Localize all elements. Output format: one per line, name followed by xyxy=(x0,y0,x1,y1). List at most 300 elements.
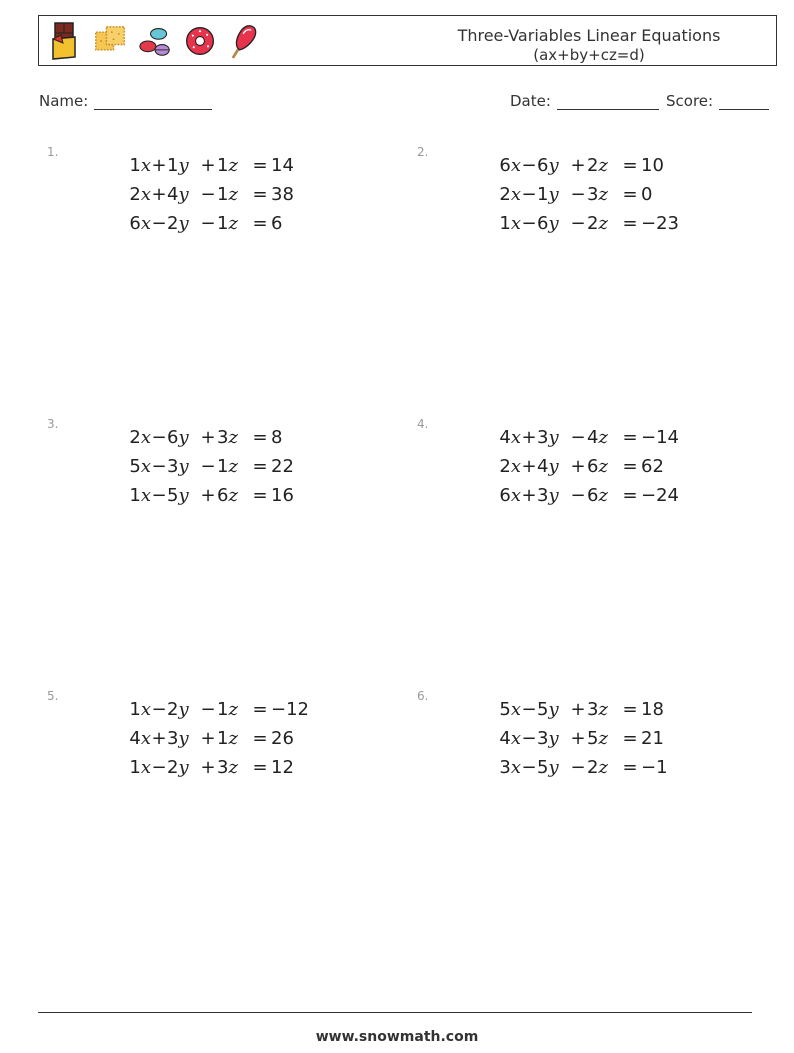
operator xyxy=(569,456,587,477)
variable-y: y xyxy=(178,699,189,720)
constant-value: 26 xyxy=(271,728,294,749)
score-label: Score: xyxy=(666,92,714,110)
operator-value: + xyxy=(521,456,537,477)
coef-z xyxy=(217,485,249,506)
coef-y xyxy=(537,485,569,506)
constant-value: −14 xyxy=(641,427,679,448)
coef-x xyxy=(69,757,151,778)
chocolate-bar-icon xyxy=(49,21,81,61)
coef-x xyxy=(69,213,151,234)
score-blank[interactable] xyxy=(719,93,769,110)
coef-z xyxy=(217,699,249,720)
equation xyxy=(69,151,341,180)
variable-x: x xyxy=(510,757,521,778)
operator xyxy=(199,699,217,720)
variable-x: x xyxy=(140,184,151,205)
variable-y: y xyxy=(178,757,189,778)
variable-z: z xyxy=(228,456,238,477)
coef-z xyxy=(217,728,249,749)
coef-z-value: 3 xyxy=(587,699,599,720)
equals-sign: = xyxy=(622,184,638,205)
constant-value: −12 xyxy=(271,699,309,720)
operator xyxy=(151,699,167,720)
operator-value: + xyxy=(570,155,586,176)
coef-y xyxy=(537,728,569,749)
variable-z: z xyxy=(598,485,608,506)
equation xyxy=(69,753,341,782)
coef-z xyxy=(217,155,249,176)
footer-url: www.snowmath.com xyxy=(315,1029,479,1045)
operator-value: − xyxy=(570,184,586,205)
equals-sign: = xyxy=(622,155,638,176)
constant xyxy=(641,757,711,778)
operator-value: − xyxy=(200,213,216,234)
operator xyxy=(199,213,217,234)
variable-z: z xyxy=(228,184,238,205)
constant xyxy=(271,757,341,778)
constant xyxy=(271,213,341,234)
constant-value: −1 xyxy=(641,757,668,778)
variable-x: x xyxy=(510,213,521,234)
constant-value: 8 xyxy=(271,427,283,448)
equals-sign: = xyxy=(252,213,268,234)
coef-x xyxy=(69,728,151,749)
variable-x: x xyxy=(510,699,521,720)
operator-value: + xyxy=(151,184,167,205)
operator xyxy=(151,427,167,448)
operator-value: + xyxy=(521,427,537,448)
variable-y: y xyxy=(178,213,189,234)
coef-x-value: 5 xyxy=(129,456,141,477)
coef-x xyxy=(69,699,151,720)
variable-x: x xyxy=(140,456,151,477)
constant xyxy=(271,155,341,176)
operator-value: − xyxy=(521,213,537,234)
coef-x-value: 1 xyxy=(129,699,141,720)
coef-y xyxy=(537,456,569,477)
coef-z-value: 6 xyxy=(217,485,229,506)
coef-y-value: 5 xyxy=(537,757,549,778)
coef-z-value: 5 xyxy=(587,728,599,749)
equals-sign: = xyxy=(252,427,268,448)
variable-y: y xyxy=(548,728,559,749)
coef-y-value: 6 xyxy=(537,155,549,176)
operator xyxy=(151,155,167,176)
operator xyxy=(151,184,167,205)
variable-z: z xyxy=(598,184,608,205)
operator xyxy=(199,155,217,176)
variable-x: x xyxy=(140,155,151,176)
constant-value: 18 xyxy=(641,699,664,720)
constant xyxy=(271,485,341,506)
operator xyxy=(521,456,537,477)
coef-x-value: 1 xyxy=(129,757,141,778)
operator xyxy=(569,213,587,234)
operator xyxy=(151,728,167,749)
operator xyxy=(569,699,587,720)
equation xyxy=(439,724,711,753)
variable-x: x xyxy=(140,485,151,506)
coef-z-value: 1 xyxy=(217,456,229,477)
equals-sign: = xyxy=(252,699,268,720)
equation xyxy=(439,753,711,782)
operator-value: − xyxy=(570,757,586,778)
operator-value: + xyxy=(200,757,216,778)
coef-z-value: 1 xyxy=(217,728,229,749)
operator xyxy=(199,456,217,477)
operator xyxy=(199,427,217,448)
variable-y: y xyxy=(548,155,559,176)
header-box xyxy=(38,15,777,66)
operator xyxy=(521,728,537,749)
constant-value: 16 xyxy=(271,485,294,506)
constant xyxy=(641,427,711,448)
coef-z xyxy=(587,184,619,205)
operator-value: − xyxy=(521,757,537,778)
coef-x xyxy=(69,155,151,176)
coef-z xyxy=(217,213,249,234)
operator-value: − xyxy=(521,699,537,720)
operator xyxy=(521,155,537,176)
coef-y-value: 3 xyxy=(167,728,179,749)
equals-sign: = xyxy=(252,757,268,778)
variable-y: y xyxy=(178,456,189,477)
constant xyxy=(271,699,341,720)
equation-system xyxy=(439,695,711,782)
coef-x-value: 6 xyxy=(499,155,511,176)
equals-sign: = xyxy=(252,485,268,506)
operator xyxy=(569,184,587,205)
operator-value: − xyxy=(521,155,537,176)
equals-sign: = xyxy=(622,757,638,778)
constant xyxy=(271,184,341,205)
coef-x xyxy=(69,485,151,506)
problem-number: 6. xyxy=(417,689,429,703)
operator-value: + xyxy=(151,155,167,176)
operator xyxy=(151,485,167,506)
variable-y: y xyxy=(178,155,189,176)
equation xyxy=(69,180,341,209)
problem-number: 4. xyxy=(417,417,429,431)
operator-value: − xyxy=(151,485,167,506)
coef-x xyxy=(439,757,521,778)
variable-x: x xyxy=(140,427,151,448)
equation xyxy=(69,423,341,452)
variable-z: z xyxy=(228,699,238,720)
coef-z-value: 3 xyxy=(587,184,599,205)
coef-y-value: 1 xyxy=(537,184,549,205)
popsicle-icon xyxy=(229,21,261,61)
macaron-icon xyxy=(139,21,171,61)
variable-x: x xyxy=(510,184,521,205)
coef-y-value: 6 xyxy=(167,427,179,448)
equals-sign: = xyxy=(622,485,638,506)
coef-y xyxy=(537,427,569,448)
variable-x: x xyxy=(510,456,521,477)
operator-value: − xyxy=(151,427,167,448)
equation xyxy=(69,724,341,753)
variable-x: x xyxy=(140,699,151,720)
coef-y xyxy=(537,213,569,234)
coef-y xyxy=(167,184,199,205)
coef-z xyxy=(587,456,619,477)
coef-z-value: 2 xyxy=(587,213,599,234)
coef-y xyxy=(537,699,569,720)
title-block xyxy=(419,26,759,64)
operator-value: − xyxy=(151,757,167,778)
coef-x xyxy=(439,728,521,749)
operator xyxy=(569,728,587,749)
variable-x: x xyxy=(140,213,151,234)
operator xyxy=(569,757,587,778)
coef-z-value: 2 xyxy=(587,155,599,176)
coef-z-value: 4 xyxy=(587,427,599,448)
variable-y: y xyxy=(548,184,559,205)
variable-z: z xyxy=(598,757,608,778)
equals-sign: = xyxy=(622,213,638,234)
coef-z-value: 6 xyxy=(587,456,599,477)
coef-x xyxy=(439,427,521,448)
operator xyxy=(569,485,587,506)
constant-value: 21 xyxy=(641,728,664,749)
name-field xyxy=(39,92,212,110)
constant-value: 22 xyxy=(271,456,294,477)
operator xyxy=(569,155,587,176)
equation xyxy=(69,452,341,481)
constant-value: 12 xyxy=(271,757,294,778)
coef-y-value: 2 xyxy=(167,757,179,778)
coef-x xyxy=(439,456,521,477)
equation xyxy=(69,481,341,510)
variable-z: z xyxy=(228,213,238,234)
coef-x-value: 2 xyxy=(499,184,511,205)
variable-z: z xyxy=(598,728,608,749)
operator-value: + xyxy=(570,699,586,720)
coef-z xyxy=(217,456,249,477)
coef-x-value: 6 xyxy=(499,485,511,506)
coef-x xyxy=(69,184,151,205)
coef-y-value: 3 xyxy=(537,728,549,749)
coef-x xyxy=(69,427,151,448)
coef-z xyxy=(587,155,619,176)
variable-y: y xyxy=(548,427,559,448)
variable-x: x xyxy=(510,155,521,176)
constant-value: 62 xyxy=(641,456,664,477)
constant-value: 0 xyxy=(641,184,653,205)
equals-sign: = xyxy=(622,728,638,749)
coef-x-value: 4 xyxy=(499,728,511,749)
operator-value: − xyxy=(200,699,216,720)
coef-z xyxy=(217,427,249,448)
coef-y-value: 2 xyxy=(167,213,179,234)
coef-y xyxy=(537,184,569,205)
constant xyxy=(641,456,711,477)
coef-z xyxy=(587,427,619,448)
coef-y xyxy=(167,155,199,176)
equals-sign: = xyxy=(252,155,268,176)
operator xyxy=(151,456,167,477)
operator xyxy=(521,757,537,778)
operator xyxy=(151,757,167,778)
constant-value: 10 xyxy=(641,155,664,176)
constant xyxy=(641,155,711,176)
operator-value: + xyxy=(570,456,586,477)
coef-y xyxy=(167,485,199,506)
coef-z-value: 1 xyxy=(217,184,229,205)
operator xyxy=(521,213,537,234)
coef-x xyxy=(439,699,521,720)
coef-x-value: 2 xyxy=(129,184,141,205)
page-title: Three-Variables Linear Equations xyxy=(457,26,721,45)
equation xyxy=(439,151,711,180)
operator xyxy=(521,427,537,448)
problem-number: 3. xyxy=(47,417,59,431)
coef-z-value: 6 xyxy=(587,485,599,506)
variable-y: y xyxy=(548,456,559,477)
coef-x-value: 4 xyxy=(499,427,511,448)
date-blank[interactable] xyxy=(557,93,659,110)
constant-value: −23 xyxy=(641,213,679,234)
page-subtitle: (ax+by+cz=d) xyxy=(533,46,645,64)
equals-sign: = xyxy=(622,456,638,477)
name-label: Name: xyxy=(39,92,89,110)
operator xyxy=(521,699,537,720)
equation xyxy=(439,423,711,452)
coef-x xyxy=(439,485,521,506)
coef-y xyxy=(167,757,199,778)
constant-value: 6 xyxy=(271,213,283,234)
coef-z-value: 1 xyxy=(217,155,229,176)
equation xyxy=(439,209,711,238)
name-blank[interactable] xyxy=(94,93,212,110)
operator-value: − xyxy=(521,728,537,749)
constant xyxy=(641,728,711,749)
equation-system xyxy=(69,423,341,510)
variable-z: z xyxy=(228,728,238,749)
constant-value: 14 xyxy=(271,155,294,176)
coef-x-value: 2 xyxy=(129,427,141,448)
equation xyxy=(439,452,711,481)
operator-value: − xyxy=(570,213,586,234)
coef-x-value: 2 xyxy=(499,456,511,477)
constant xyxy=(641,699,711,720)
coef-y xyxy=(167,456,199,477)
coef-z xyxy=(587,699,619,720)
coef-x-value: 4 xyxy=(129,728,141,749)
variable-y: y xyxy=(178,728,189,749)
operator-value: − xyxy=(570,427,586,448)
coef-z-value: 3 xyxy=(217,757,229,778)
variable-x: x xyxy=(510,485,521,506)
equation-system xyxy=(69,151,341,238)
variable-z: z xyxy=(598,456,608,477)
operator-value: + xyxy=(200,728,216,749)
variable-y: y xyxy=(178,485,189,506)
operator xyxy=(199,757,217,778)
donut-icon xyxy=(184,21,216,61)
coef-x-value: 1 xyxy=(129,155,141,176)
equation xyxy=(439,481,711,510)
variable-z: z xyxy=(228,485,238,506)
equation xyxy=(69,695,341,724)
coef-y xyxy=(167,728,199,749)
operator-value: − xyxy=(151,213,167,234)
coef-z-value: 2 xyxy=(587,757,599,778)
coef-x-value: 3 xyxy=(499,757,511,778)
operator-value: − xyxy=(151,699,167,720)
variable-z: z xyxy=(228,757,238,778)
coef-y-value: 1 xyxy=(167,155,179,176)
coef-y-value: 5 xyxy=(537,699,549,720)
coef-y xyxy=(537,757,569,778)
coef-y-value: 5 xyxy=(167,485,179,506)
coef-y xyxy=(167,427,199,448)
variable-z: z xyxy=(228,427,238,448)
coef-z xyxy=(217,184,249,205)
coef-x xyxy=(439,184,521,205)
coef-x xyxy=(69,456,151,477)
coef-z-value: 1 xyxy=(217,699,229,720)
equation xyxy=(439,180,711,209)
variable-y: y xyxy=(548,757,559,778)
variable-x: x xyxy=(140,757,151,778)
variable-x: x xyxy=(510,728,521,749)
equals-sign: = xyxy=(622,427,638,448)
constant xyxy=(271,456,341,477)
constant-value: 38 xyxy=(271,184,294,205)
problem-number: 2. xyxy=(417,145,429,159)
coef-y-value: 3 xyxy=(537,485,549,506)
variable-z: z xyxy=(598,213,608,234)
coef-x xyxy=(439,155,521,176)
operator-value: + xyxy=(570,728,586,749)
operator xyxy=(199,184,217,205)
coef-z xyxy=(587,213,619,234)
coef-y-value: 2 xyxy=(167,699,179,720)
variable-y: y xyxy=(548,699,559,720)
variable-y: y xyxy=(178,184,189,205)
constant xyxy=(271,427,341,448)
variable-x: x xyxy=(510,427,521,448)
constant-value: −24 xyxy=(641,485,679,506)
equation-system xyxy=(69,695,341,782)
coef-z-value: 1 xyxy=(217,213,229,234)
operator-value: + xyxy=(521,485,537,506)
variable-y: y xyxy=(548,213,559,234)
date-label: Date: xyxy=(510,92,551,110)
coef-y-value: 3 xyxy=(537,427,549,448)
coef-y xyxy=(167,213,199,234)
operator-value: − xyxy=(200,456,216,477)
coef-y-value: 6 xyxy=(537,213,549,234)
constant xyxy=(271,728,341,749)
equation xyxy=(439,695,711,724)
problem-number: 5. xyxy=(47,689,59,703)
operator-value: − xyxy=(521,184,537,205)
variable-x: x xyxy=(140,728,151,749)
coef-x xyxy=(439,213,521,234)
cracker-icon xyxy=(94,21,126,61)
coef-y-value: 4 xyxy=(537,456,549,477)
coef-x-value: 1 xyxy=(129,485,141,506)
operator-value: + xyxy=(151,728,167,749)
coef-y-value: 3 xyxy=(167,456,179,477)
equals-sign: = xyxy=(252,728,268,749)
variable-z: z xyxy=(598,427,608,448)
coef-z-value: 3 xyxy=(217,427,229,448)
equation xyxy=(69,209,341,238)
variable-y: y xyxy=(178,427,189,448)
